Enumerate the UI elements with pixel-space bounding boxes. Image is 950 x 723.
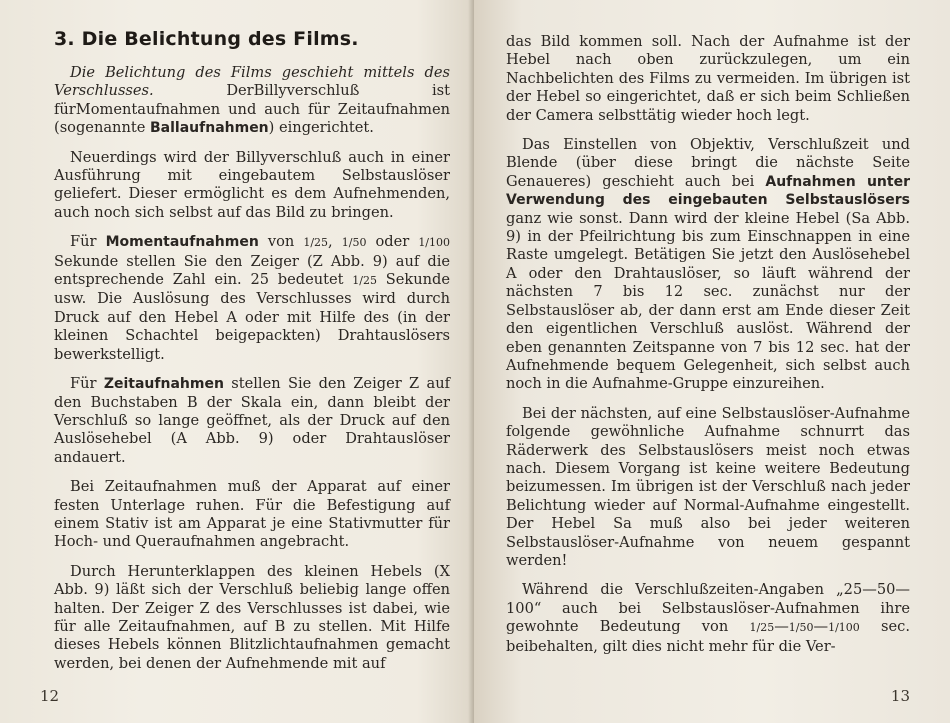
- left-page: [0, 0, 474, 723]
- intro-text: DerBillyverschluß ist fürMomentaufnahmen und auch für Zeitaufnahmen (sogenannte: [54, 82, 450, 137]
- page-number-left: 12: [40, 687, 60, 705]
- fraction: 1/25: [352, 274, 377, 288]
- fraction: 1/50: [788, 621, 814, 635]
- text: sec. beibehalten, gilt dies nicht mehr für die Ver-: [506, 618, 910, 655]
- fraction: 1/100: [828, 621, 860, 635]
- paragraph-intro: [54, 64, 450, 138]
- text: Für: [70, 233, 106, 251]
- bold-term-momentaufnahmen: Momentaufnahmen: [105, 234, 259, 251]
- fraction: 1/25: [303, 236, 329, 250]
- text: Das Einstellen von Objektiv, Verschlußzeit und Blende (über diese bringt die nächste Seite Genaueres) geschieht auch bei: [506, 136, 910, 190]
- page-number-right: 13: [890, 687, 910, 705]
- text: Für: [70, 375, 104, 393]
- text: oder: [366, 233, 419, 251]
- paragraph-naechste-aufnahme: Bei der nächsten, auf eine Selbstauslöser-Aufnahme folgende gewöhnliche Aufnahme schnurrt das Räderwerk des Selbstauslösers meist noch etwas nach. Diesem Vorgang ist keine weitere Bedeutung beizumessen. Im übrigen ist der Verschluß nach jeder Belichtung wieder auf Normal-Aufnahme eingestellt. Der Hebel Sa muß also bei jeder weiteren Selbstauslöser-Aufnahme von neuem gespannt werden!: [506, 404, 910, 569]
- section-heading: 3. Die Belichtung des Films.: [54, 28, 359, 50]
- paragraph-einstellen: [506, 136, 910, 394]
- paragraph-selbstausloeser: Neuerdings wird der Billyverschluß auch in einer Ausführung mit eingebautem Selbstauslöser geliefert. Dieser ermöglicht es dem Aufnehmenden, auch noch sich selbst auf das Bild zu bringen.: [54, 148, 450, 221]
- italic-lead: Die Belichtung des Films geschieht mittels des Verschlusses.: [54, 64, 450, 100]
- text: Sekunde usw. Die Auslösung des Verschlusses wird durch Druck auf den Hebel A oder mit Hilfe des (in der kleinen Schachtel beigepackten) Drahtauslösers bewerkstelligt.: [54, 271, 450, 363]
- text: —: [774, 618, 789, 636]
- text: stellen Sie den Zeiger Z auf den Buchstaben B der Skala ein, dann bleibt der Verschluß so lange geöffnet, als der Druck auf den Auslösehebel (A Abb. 9) oder Drahtauslöser andauert.: [54, 375, 451, 466]
- paragraph-momentaufnahmen: [54, 233, 450, 364]
- bold-term-selbstausloeser: Aufnahmen unter Verwendung des eingebauten Selbstauslösers: [506, 173, 910, 209]
- text: ,: [328, 233, 342, 251]
- fraction: 1/25: [749, 621, 775, 635]
- text: —: [813, 618, 829, 636]
- text: ganz wie sonst. Dann wird der kleine Hebel (Sa Abb. 9) in der Pfeilrichtung bis zum Einschnappen in eine Raste umgelegt. Betätigen Sie jetzt den Auslösehebel A oder den Drahtauslöser, so läuft während der nächsten 7 bis 12 sec. zunächst nur der Selbstauslöser ab, der dann erst am Ende dieser Zeit den eigentlichen Verschluß auslöst. Während der eben genannten Zeitspanne von 7 bis 12 sec. hat der Aufnehmende bequem Gelegenheit, sich selbst auch noch in die Aufnahme-Gruppe einzureihen.: [506, 209, 910, 393]
- right-page: [474, 0, 950, 723]
- intro-end: ) eingerichtet.: [268, 119, 374, 137]
- text: von: [258, 233, 304, 251]
- paragraph-zeitaufnahmen: [54, 375, 450, 467]
- text: Sekunde stellen Sie den Zeiger (Z Abb. 9) auf die entsprechende Zahl ein. 25 bedeutet: [54, 252, 450, 289]
- paragraph-stativ: Bei Zeitaufnahmen muß der Apparat auf einer festen Unterlage ruhen. Für die Befestigung auf einem Stativ ist am Apparat je eine Stativmutter für Hoch- und Queraufnahmen angebracht.: [54, 478, 450, 551]
- text: Während die Verschlußzeiten-Angaben „25—50—100“ auch bei Selbstauslöser-Aufnahmen ihre gewohnte Bedeutung von: [506, 581, 910, 636]
- paragraph-verschlusszeiten: [506, 581, 910, 656]
- bold-term-zeitaufnahmen: Zeitaufnahmen: [103, 376, 224, 393]
- fraction: 1/50: [341, 236, 367, 250]
- paragraph-blitzlicht: Durch Herunterklappen des kleinen Hebels (X Abb. 9) läßt sich der Verschluß beliebig lange offen halten. Der Zeiger Z des Verschlusses ist dabei, wie für alle Zeitaufnahmen, auf B zu stellen. Mit Hilfe dieses Hebels können Blitzlichtaufnahmen gemacht werden, bei denen der Aufnehmende mit auf: [54, 562, 450, 672]
- paragraph-continued: das Bild kommen soll. Nach der Aufnahme ist der Hebel nach oben zurückzulegen, um ein Nachbelichten des Films zu vermeiden. Im übrigen ist der Hebel so eingerichtet, daß er sich beim Schließen der Camera selbsttätig wieder hoch legt.: [506, 33, 910, 124]
- fraction: 1/100: [418, 236, 451, 250]
- bold-term-ballaufnahmen: Ballaufnahmen: [150, 120, 269, 137]
